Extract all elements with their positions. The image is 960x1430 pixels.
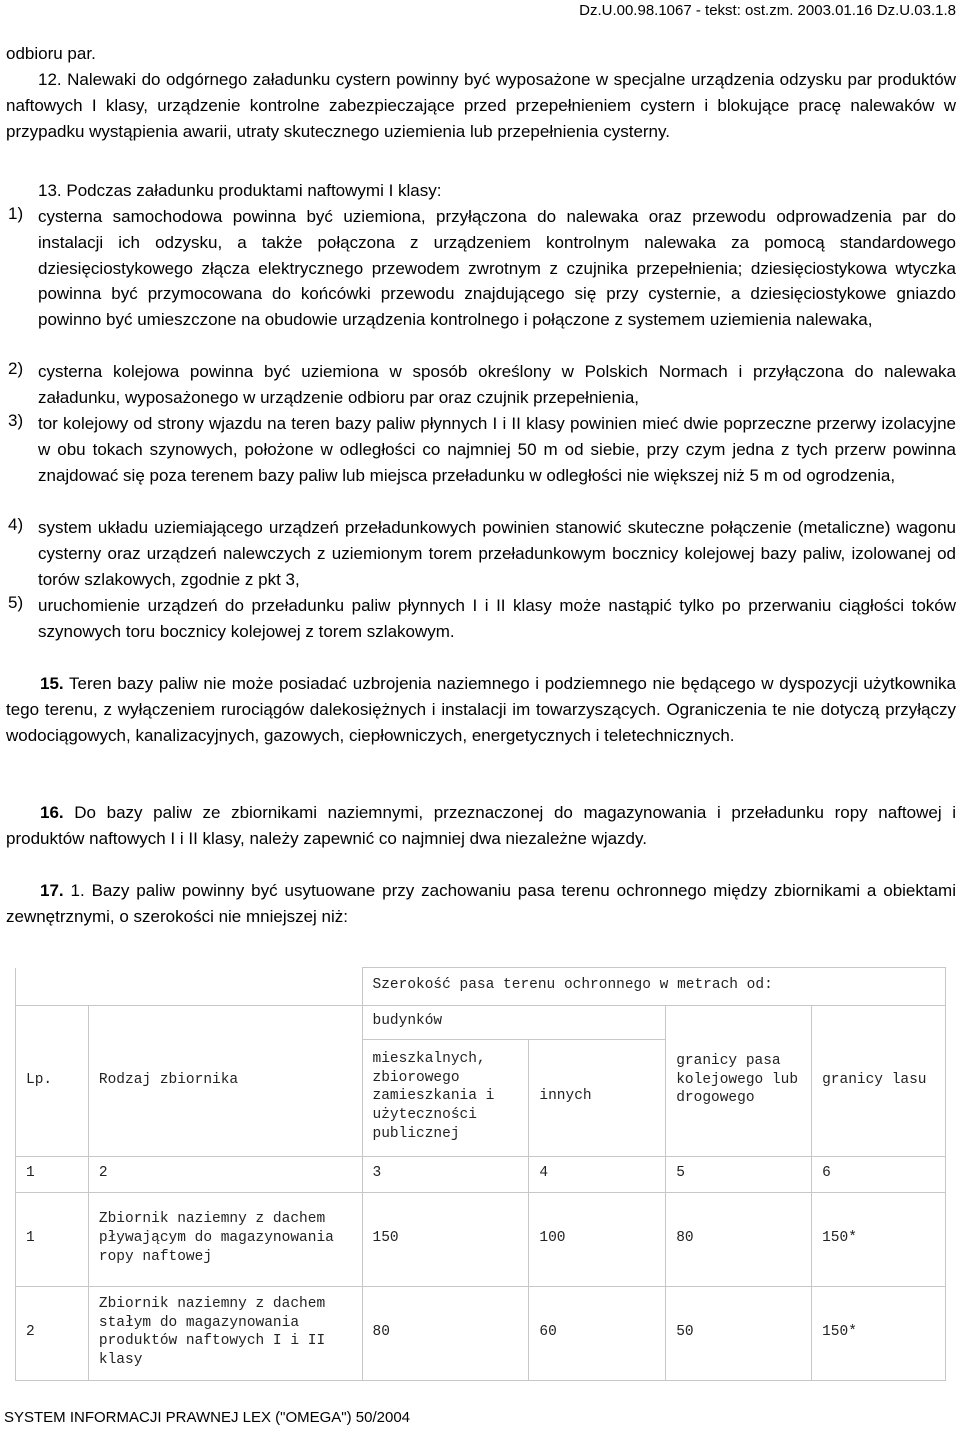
paragraph-15-text: Teren bazy paliw nie może posiadać uzbrojenia naziemnego i podziemnego nie będącego w dyspozycji użytkownika tego terenu, z wyłączeniem rurociągów dalekosiężnych i instalacji im towarzyszących. Ograniczenia te nie dotyczą przyłączy wodociągowych, kanalizacyjnych, gazowych, ciepłowniczych, energetycznych i teletechnicznych.: [6, 674, 956, 745]
paragraph-15: [6, 671, 956, 749]
table-cell-lp: 2: [16, 1286, 89, 1380]
list-item-number: 5): [8, 593, 24, 612]
paragraph-12: 12. Nalewaki do odgórnego załadunku cystern powinny być wyposażone w specjalne urządzenia odzysku par produktów naftowych I klasy, urządzenie kontrolne zabezpieczające przed przepełnieniem cystern i blokujące pracę nalewaków w przypadku wystąpienia awarii, utraty skutecznego uziemienia lub przepełnienia cysterny.: [6, 70, 956, 141]
paragraph-16-number: 16.: [40, 803, 64, 822]
list-item-5: [0, 593, 960, 645]
paragraph-16-text: Do bazy paliw ze zbiornikami naziemnymi, przeznaczonej do magazynowania i przeładunku ropy naftowej i produktów naftowych I i II klasy, należy zapewnić co najmniej dwa niezależne wjazdy.: [6, 803, 956, 848]
list-item-text: cysterna kolejowa powinna być uziemiona w sposób określony w Polskich Normach i przyłączona do nalewaka załadunku, wyposażonego w urządzenie odbioru par oraz czujnik przepełnienia,: [38, 362, 956, 407]
list-item-number: 2): [8, 359, 24, 378]
table-cell-rodzaj: Zbiornik naziemny z dachem pływającym do magazynowania ropy naftowej: [88, 1192, 362, 1286]
list-item-1: [0, 204, 960, 359]
table-cell-innych: 60: [529, 1286, 666, 1380]
table-col-number: 6: [812, 1156, 946, 1192]
paragraph-17-number: 17.: [40, 881, 64, 900]
table-corner-empty: [16, 968, 363, 1006]
table-cell-lp: 1: [16, 1192, 89, 1286]
list-item-text: system układu uziemiającego urządzeń przeładunkowych powinien stanowić skuteczne połączenie (metaliczne) wagonu cysterny oraz urządzeń nalewczych z uziemionym torem przeładunkowym bocznicy kolejowej bazy paliw, izolowanej od torów szlakowych, zgodnie z pkt 3,: [38, 518, 956, 589]
table-header-innych: innych: [529, 1039, 666, 1156]
list-item-text: uruchomienie urządzeń do przeładunku paliw płynnych I i II klasy może nastąpić tylko po przerwaniu ciągłości toków szynowych toru bocznicy kolejowej z torem szlakowym.: [38, 596, 956, 641]
table-cell-granicy-lasu: 150*: [812, 1286, 946, 1380]
intro-line: odbioru par.: [6, 44, 96, 63]
list-item-text-content: cysterna samochodowa powinna być uziemiona, przyłączona do nalewaka oraz przewodu odprowadzenia par do instalacji ich odzysku, a także połączona z urządzeniem kontrolnym nalewaka za pomocą standardowego dziesięciostykowego złącza elektrycznego przewodem zwrotnym z czujnika przepełnienia; dziesięciostykowa wtyczka powinna być przymocowana do końcówki przewodu znajdującego się przy cysternie, a dziesięciostykowe gniazdo powinno być umieszczone na obudowie urządzenia kontrolnego i połączone z systemem uziemienia nalewaka,: [38, 207, 956, 330]
list-item-number: 3): [8, 411, 24, 430]
list-item-text: [38, 204, 956, 333]
table-col-number: 3: [362, 1156, 529, 1192]
table-col-number: 4: [529, 1156, 666, 1192]
table-cell-granicy-lasu: 150*: [812, 1192, 946, 1286]
list-item-3: [0, 411, 960, 515]
buffer-zone-table: [15, 967, 946, 1381]
table-header-budynkow: budynków: [362, 1006, 666, 1040]
paragraph-13: 13. Podczas załadunku produktami naftowymi I klasy:: [38, 181, 442, 200]
paragraph-15-number: 15.: [40, 674, 64, 693]
table-col-number: 2: [88, 1156, 362, 1192]
document-footer: SYSTEM INFORMACJI PRAWNEJ LEX ("OMEGA") 50/2004: [4, 1409, 411, 1426]
paragraph-17-text: 1. Bazy paliw powinny być usytuowane przy zachowaniu pasa terenu ochronnego między zbiornikami a obiektami zewnętrznymi, o szerokości nie mniejszej niż:: [6, 881, 956, 926]
paragraph-16: [6, 800, 956, 852]
table-cell-granicy-pasa: 80: [666, 1192, 812, 1286]
list-item-text: tor kolejowy od strony wjazdu na teren bazy paliw płynnych I i II klasy powinien mieć dwie poprzeczne przerwy izolacyjne w obu tokach szynowych, położone w odległości co najmniej 50 m od siebie, przy czym jedna z tych przerw powinna znajdować się poza terenem bazy paliw lub miejsca przeładunku w odległości nie większej niż 5 m od ogrodzenia,: [38, 414, 956, 485]
list-item-4: [0, 515, 960, 593]
table-col-number: 5: [666, 1156, 812, 1192]
table-cell-mieszkalnych: 80: [362, 1286, 529, 1380]
paragraph-17: [6, 878, 956, 930]
table-header-rodzaj: Rodzaj zbiornika: [88, 1006, 362, 1157]
table-header-granicy-pasa: granicy pasa kolejowego lub drogowego: [666, 1006, 812, 1157]
table-cell-granicy-pasa: 50: [666, 1286, 812, 1380]
list-item-number: 1): [8, 204, 24, 223]
table-header-mieszkalnych: mieszkalnych, zbiorowego zamieszkania i użyteczności publicznej: [362, 1039, 529, 1156]
table-header-granicy-lasu: granicy lasu: [812, 1006, 946, 1157]
table-header-lp: Lp.: [16, 1006, 89, 1157]
list-item-2: [0, 359, 960, 411]
table-cell-innych: 100: [529, 1192, 666, 1286]
table-header-main: Szerokość pasa terenu ochronnego w metrach od:: [362, 968, 945, 1006]
table-row: [16, 1192, 946, 1286]
table-col-number: 1: [16, 1156, 89, 1192]
table-row: [16, 1286, 946, 1380]
list-item-number: 4): [8, 515, 24, 534]
table-cell-mieszkalnych: 150: [362, 1192, 529, 1286]
table-cell-rodzaj: Zbiornik naziemny z dachem stałym do magazynowania produktów naftowych I i II klasy: [88, 1286, 362, 1380]
document-header: Dz.U.00.98.1067 - tekst: ost.zm. 2003.01.16 Dz.U.03.1.8: [579, 2, 956, 19]
